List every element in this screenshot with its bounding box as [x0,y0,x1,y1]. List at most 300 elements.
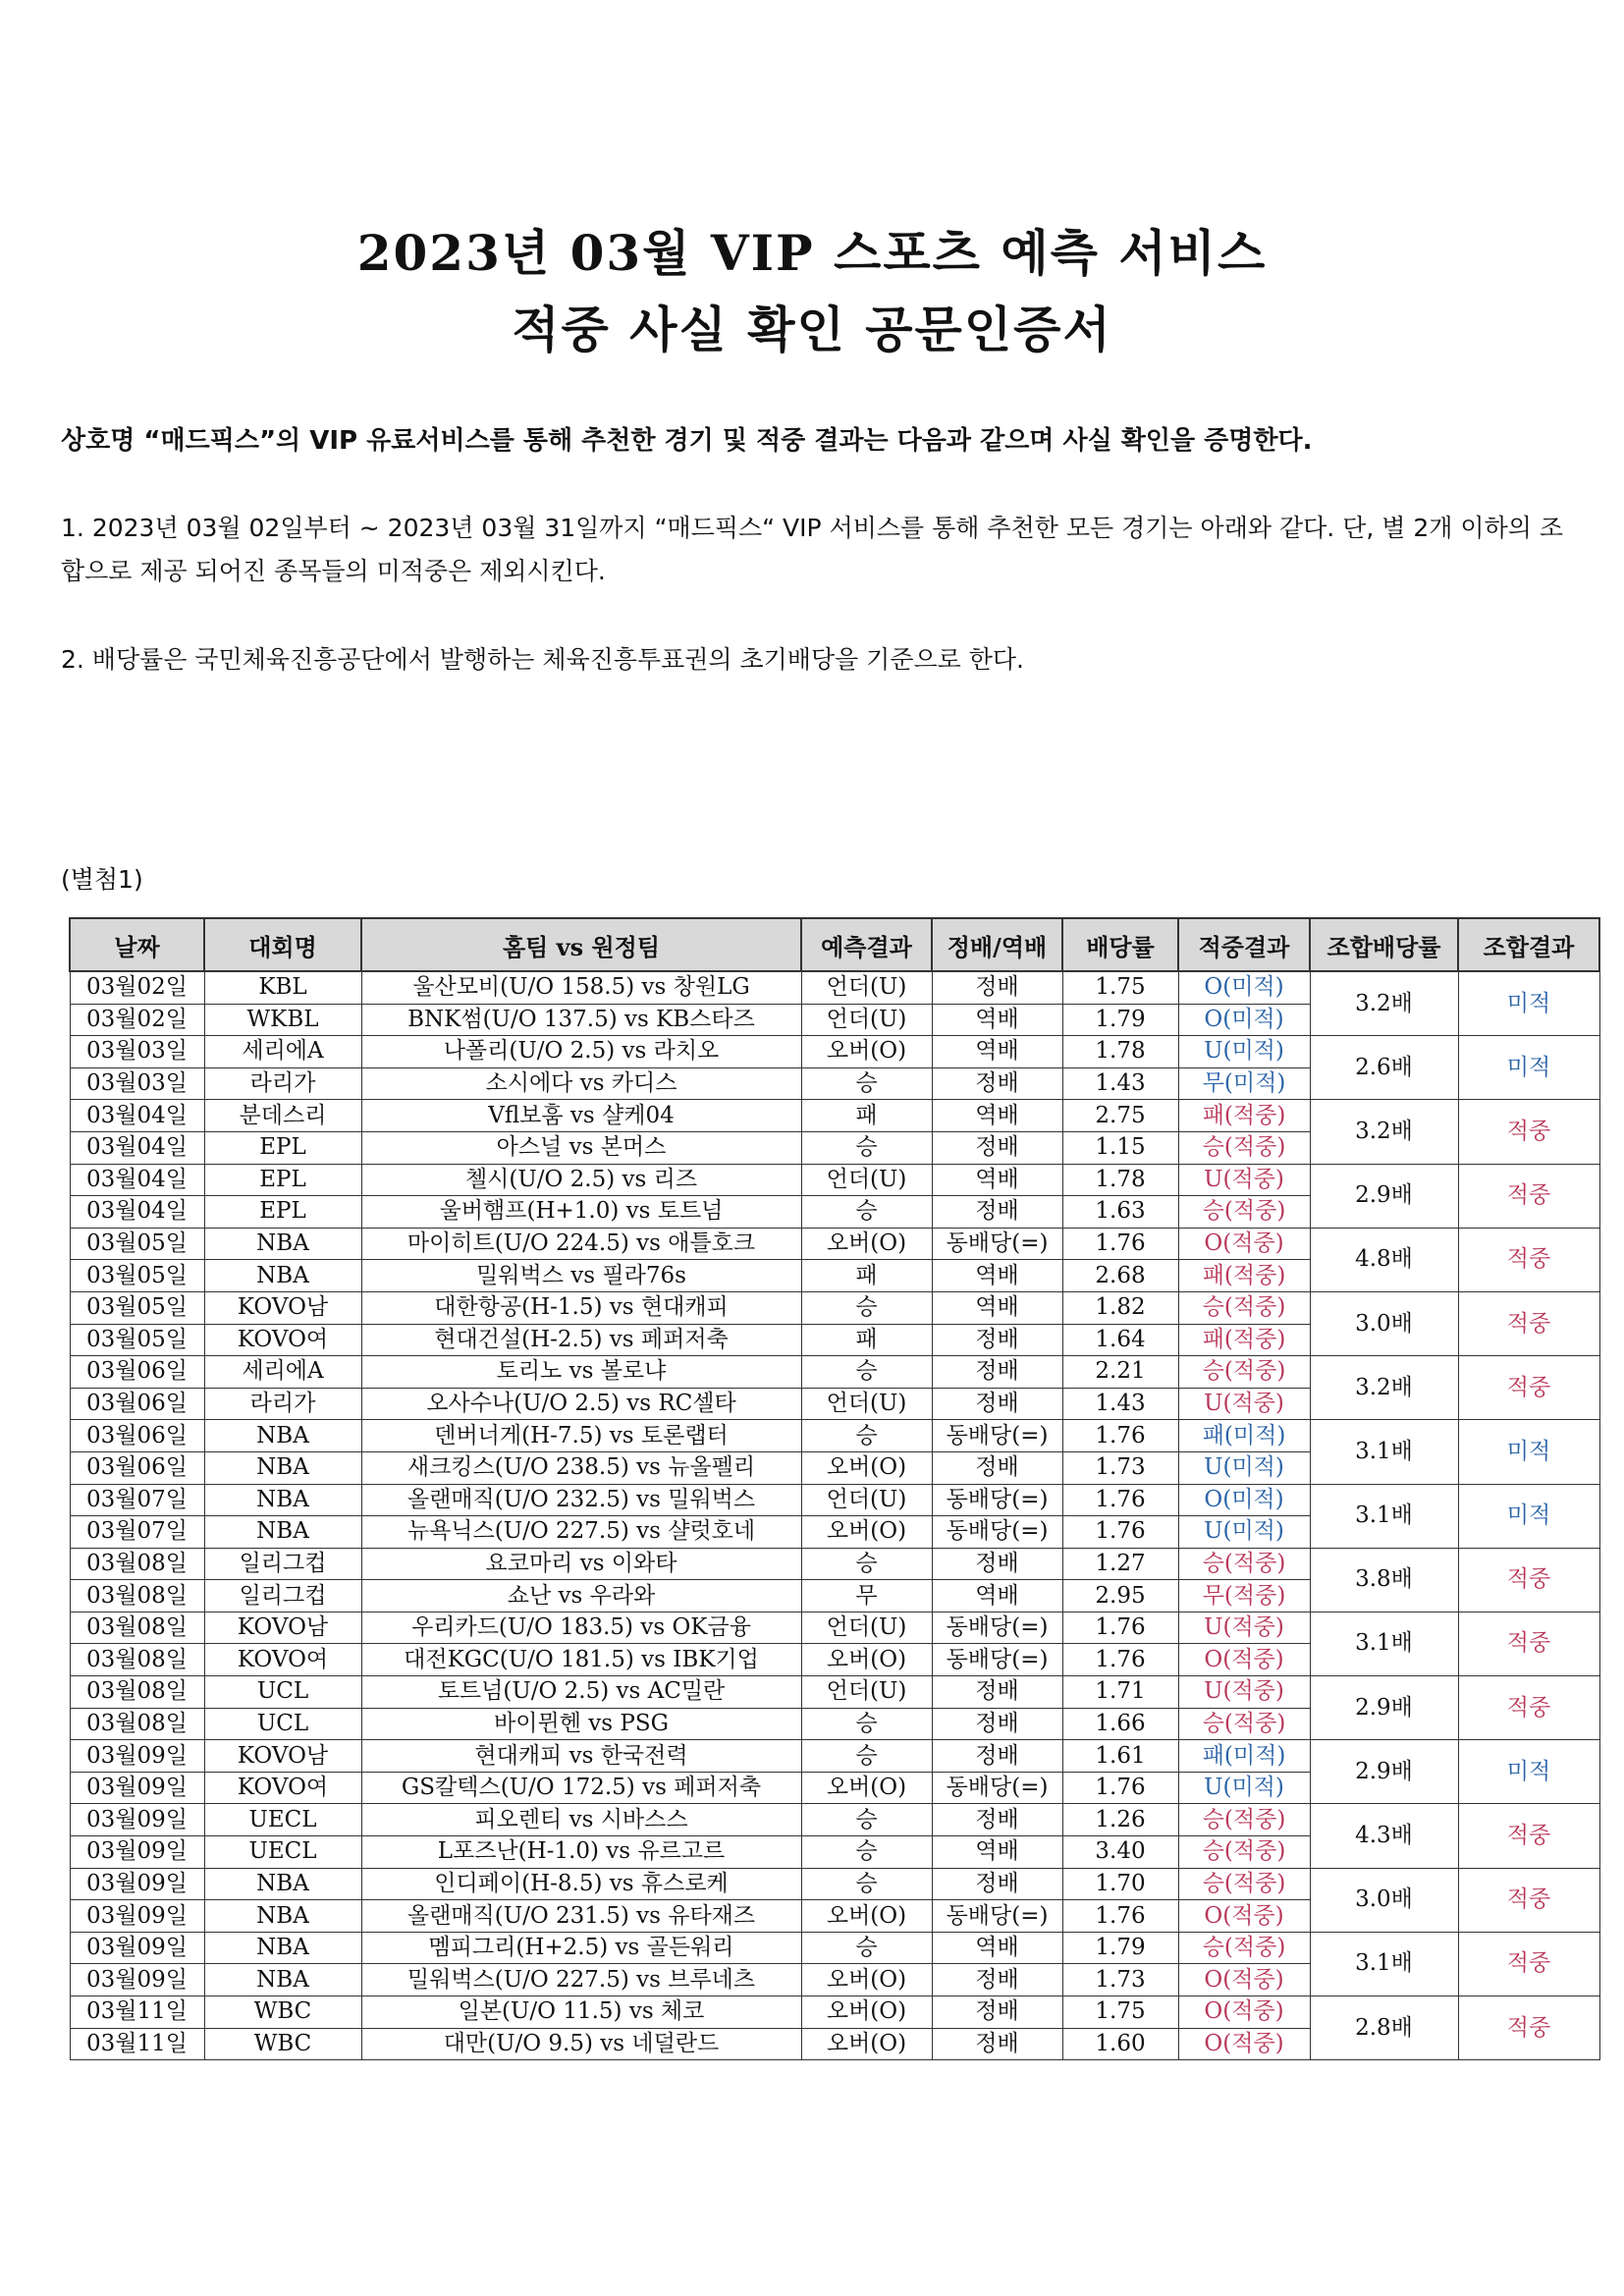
cell-result: U(미적) [1178,1451,1310,1484]
cell-match: 일본(U/O 11.5) vs 체코 [361,1996,801,2029]
cell-match: L포즈난(H-1.0) vs 유르고르 [361,1836,801,1869]
cell-odds: 1.82 [1062,1291,1178,1324]
cell-combo-odds: 3.1배 [1310,1484,1458,1548]
cell-result: U(적중) [1178,1612,1310,1644]
cell-match: 피오렌티 vs 시바스스 [361,1804,801,1836]
cell-result: U(적중) [1178,1388,1310,1420]
cell-combo-result: 미적 [1458,1740,1599,1804]
header-league: 대회명 [204,918,361,971]
cell-combo-odds: 3.0배 [1310,1291,1458,1355]
cell-match: 쇼난 vs 우라와 [361,1580,801,1613]
cell-prediction: 오버(O) [801,1772,932,1804]
cell-league: NBA [204,1451,361,1484]
cell-prediction: 승 [801,1356,932,1389]
cell-prediction: 승 [801,1836,932,1869]
cell-result: 승(적중) [1178,1548,1310,1580]
cell-odds: 1.26 [1062,1804,1178,1836]
cell-favorite: 역배 [932,1291,1062,1324]
cell-date: 03월03일 [70,1036,204,1068]
cell-odds: 1.64 [1062,1324,1178,1356]
cell-odds: 1.75 [1062,1996,1178,2029]
cell-match: 대한항공(H-1.5) vs 현대캐피 [361,1291,801,1324]
cell-combo-result: 적중 [1458,1356,1599,1420]
cell-match: 현대캐피 vs 한국전력 [361,1740,801,1773]
cell-date: 03월11일 [70,1996,204,2029]
cell-odds: 2.21 [1062,1356,1178,1389]
cell-result: U(미적) [1178,1036,1310,1068]
cell-match: 올랜매직(U/O 232.5) vs 밀워벅스 [361,1484,801,1516]
cell-league: 라리가 [204,1067,361,1100]
table-row [70,1676,1599,1709]
cell-result: U(적중) [1178,1676,1310,1709]
cell-match: 요코마리 vs 이와타 [361,1548,801,1580]
cell-favorite: 정배 [932,1131,1062,1164]
cell-favorite: 동배당(=) [932,1900,1062,1933]
cell-combo-odds: 3.2배 [1310,971,1458,1036]
cell-league: NBA [204,1516,361,1549]
cell-prediction: 승 [801,1548,932,1580]
cell-date: 03월08일 [70,1676,204,1709]
cell-combo-odds: 3.2배 [1310,1100,1458,1164]
cell-favorite: 동배당(=) [932,1772,1062,1804]
cell-prediction: 승 [801,1196,932,1229]
cell-favorite: 정배 [932,1067,1062,1100]
cell-prediction: 패 [801,1100,932,1132]
cell-match: 대전KGC(U/O 181.5) vs IBK기업 [361,1644,801,1676]
cell-favorite: 역배 [932,1036,1062,1068]
cell-league: NBA [204,1228,361,1260]
cell-match: 멤피그리(H+2.5) vs 골든워리 [361,1932,801,1964]
cell-prediction: 오버(O) [801,1996,932,2029]
cell-odds: 1.15 [1062,1131,1178,1164]
cell-match: 마이히트(U/O 224.5) vs 애틀호크 [361,1228,801,1260]
cell-date: 03월08일 [70,1612,204,1644]
cell-combo-result: 적중 [1458,1996,1599,2060]
cell-odds: 1.66 [1062,1708,1178,1740]
cell-favorite: 동배당(=) [932,1516,1062,1549]
cell-date: 03월02일 [70,1004,204,1036]
cell-combo-result: 적중 [1458,1548,1599,1612]
cell-favorite: 동배당(=) [932,1612,1062,1644]
cell-match: 나폴리(U/O 2.5) vs 라치오 [361,1036,801,1068]
cell-favorite: 정배 [932,1996,1062,2029]
cell-result: 승(적중) [1178,1804,1310,1836]
cell-prediction: 언더(U) [801,1164,932,1196]
cell-prediction: 패 [801,1324,932,1356]
cell-date: 03월08일 [70,1708,204,1740]
cell-date: 03월07일 [70,1516,204,1549]
cell-date: 03월09일 [70,1868,204,1900]
cell-league: KOVO남 [204,1612,361,1644]
cell-favorite: 정배 [932,1708,1062,1740]
cell-combo-result: 미적 [1458,1484,1599,1548]
cell-league: 분데스리 [204,1100,361,1132]
cell-league: KOVO여 [204,1644,361,1676]
cell-result: O(적중) [1178,1964,1310,1996]
cell-date: 03월05일 [70,1291,204,1324]
cell-prediction: 승 [801,1804,932,1836]
cell-favorite: 정배 [932,2028,1062,2060]
cell-date: 03월08일 [70,1644,204,1676]
cell-league: NBA [204,1964,361,1996]
cell-favorite: 역배 [932,1580,1062,1613]
cell-prediction: 승 [801,1420,932,1452]
cell-result: U(적중) [1178,1164,1310,1196]
cell-match: 대만(U/O 9.5) vs 네덜란드 [361,2028,801,2060]
cell-combo-result: 적중 [1458,1932,1599,1995]
header-result: 적중결과 [1178,918,1310,971]
cell-combo-result: 적중 [1458,1612,1599,1675]
cell-result: 승(적중) [1178,1868,1310,1900]
cell-league: KBL [204,971,361,1004]
cell-combo-result: 적중 [1458,1100,1599,1164]
cell-date: 03월06일 [70,1451,204,1484]
table-row [70,1996,1599,2029]
cell-league: NBA [204,1900,361,1933]
cell-match: Vfl보훔 vs 샬케04 [361,1100,801,1132]
cell-favorite: 정배 [932,1964,1062,1996]
cell-result: O(적중) [1178,1900,1310,1933]
cell-combo-result: 적중 [1458,1228,1599,1291]
cell-prediction: 언더(U) [801,1676,932,1709]
cell-match: 오사수나(U/O 2.5) vs RC셀타 [361,1388,801,1420]
cell-favorite: 정배 [932,1196,1062,1229]
cell-combo-result: 적중 [1458,1868,1599,1932]
cell-combo-odds: 2.9배 [1310,1740,1458,1804]
cell-prediction: 언더(U) [801,1484,932,1516]
cell-favorite: 정배 [932,1324,1062,1356]
cell-combo-odds: 2.8배 [1310,1996,1458,2060]
cell-date: 03월11일 [70,2028,204,2060]
cell-odds: 2.68 [1062,1260,1178,1292]
cell-match: 뉴욕닉스(U/O 227.5) vs 샬럿호네 [361,1516,801,1549]
cell-combo-result: 적중 [1458,1291,1599,1355]
cell-prediction: 언더(U) [801,1388,932,1420]
cell-result: 패(적중) [1178,1260,1310,1292]
cell-combo-odds: 3.1배 [1310,1420,1458,1484]
table-row [70,1548,1599,1580]
cell-odds: 1.76 [1062,1516,1178,1549]
cell-match: GS칼텍스(U/O 172.5) vs 페퍼저축 [361,1772,801,1804]
cell-prediction: 승 [801,1067,932,1100]
cell-prediction: 오버(O) [801,1516,932,1549]
clause-1: 1. 2023년 03월 02일부터 ~ 2023년 03월 31일까지 “매드픽스“ VIP 서비스를 통해 추천한 모든 경기는 아래와 같다. 단, 별 2개 이하의 조합으로 제공 되어진 종목들의 미적중은 제외시킨다. [61,514,1563,585]
cell-league: 일리그컵 [204,1580,361,1613]
cell-favorite: 동배당(=) [932,1484,1062,1516]
cell-favorite: 정배 [932,1804,1062,1836]
table-row [70,1356,1599,1389]
cell-odds: 1.76 [1062,1484,1178,1516]
cell-combo-odds: 2.9배 [1310,1164,1458,1228]
cell-league: 세리에A [204,1036,361,1068]
cell-league: UCL [204,1676,361,1709]
cell-result: 승(적중) [1178,1932,1310,1964]
cell-favorite: 정배 [932,1676,1062,1709]
cell-result: 승(적중) [1178,1291,1310,1324]
cell-date: 03월09일 [70,1900,204,1933]
cell-odds: 1.63 [1062,1196,1178,1229]
table-row [70,1484,1599,1516]
cell-prediction: 오버(O) [801,1900,932,1933]
cell-match: 새크킹스(U/O 238.5) vs 뉴올펠리 [361,1451,801,1484]
cell-combo-result: 미적 [1458,1036,1599,1100]
cell-match: 밀워벅스 vs 필라76s [361,1260,801,1292]
table-row [70,1291,1599,1324]
cell-prediction: 오버(O) [801,1036,932,1068]
cell-league: 세리에A [204,1356,361,1389]
cell-odds: 1.76 [1062,1772,1178,1804]
cell-match: 소시에다 vs 카디스 [361,1067,801,1100]
cell-match: 울산모비(U/O 158.5) vs 창원LG [361,971,801,1004]
cell-date: 03월09일 [70,1964,204,1996]
cell-result: 승(적중) [1178,1836,1310,1869]
cell-odds: 1.78 [1062,1164,1178,1196]
cell-combo-odds: 3.1배 [1310,1932,1458,1995]
cell-odds: 1.73 [1062,1964,1178,1996]
header-date: 날짜 [70,918,204,971]
cell-league: EPL [204,1164,361,1196]
cell-combo-odds: 4.3배 [1310,1804,1458,1868]
cell-match: 덴버너게(H-7.5) vs 토론랩터 [361,1420,801,1452]
cell-result: 무(적중) [1178,1580,1310,1613]
cell-match: 울버햄프(H+1.0) vs 토트넘 [361,1196,801,1229]
table-row [70,1868,1599,1900]
cell-odds: 1.79 [1062,1932,1178,1964]
table-row [70,971,1599,1004]
cell-league: KOVO여 [204,1324,361,1356]
cell-date: 03월09일 [70,1772,204,1804]
cell-odds: 1.43 [1062,1388,1178,1420]
cell-match: 바이뮌헨 vs PSG [361,1708,801,1740]
cell-odds: 1.79 [1062,1004,1178,1036]
cell-prediction: 승 [801,1868,932,1900]
table-row [70,1228,1599,1260]
cell-result: O(미적) [1178,1484,1310,1516]
cell-date: 03월06일 [70,1420,204,1452]
cell-league: NBA [204,1260,361,1292]
cell-prediction: 승 [801,1708,932,1740]
cell-date: 03월09일 [70,1932,204,1964]
cell-league: 일리그컵 [204,1548,361,1580]
cell-date: 03월05일 [70,1324,204,1356]
cell-league: 라리가 [204,1388,361,1420]
cell-date: 03월08일 [70,1580,204,1613]
cell-favorite: 정배 [932,1356,1062,1389]
clause-2: 2. 배당률은 국민체육진흥공단에서 발행하는 체육진흥투표권의 초기배당을 기준으로 한다. [61,645,1024,674]
cell-result: O(적중) [1178,2028,1310,2060]
table-row [70,1804,1599,1836]
cell-league: WKBL [204,1004,361,1036]
cell-favorite: 정배 [932,1388,1062,1420]
cell-combo-odds: 2.6배 [1310,1036,1458,1100]
cell-combo-result: 적중 [1458,1676,1599,1740]
cell-favorite: 동배당(=) [932,1228,1062,1260]
cell-result: 무(미적) [1178,1067,1310,1100]
cell-league: EPL [204,1196,361,1229]
cell-match: BNK썸(U/O 137.5) vs KB스타즈 [361,1004,801,1036]
cell-favorite: 역배 [932,1260,1062,1292]
cell-odds: 2.95 [1062,1580,1178,1613]
header-favorite: 정배/역배 [932,918,1062,971]
cell-odds: 2.75 [1062,1100,1178,1132]
cell-prediction: 승 [801,1291,932,1324]
title-line-1: 2023년 03월 VIP 스포츠 예측 서비스 [356,224,1268,282]
cell-prediction: 오버(O) [801,1644,932,1676]
cell-date: 03월04일 [70,1196,204,1229]
cell-date: 03월04일 [70,1164,204,1196]
table-row [70,1740,1599,1773]
cell-date: 03월09일 [70,1804,204,1836]
cell-league: NBA [204,1484,361,1516]
cell-result: 승(적중) [1178,1131,1310,1164]
cell-prediction: 무 [801,1580,932,1613]
cell-odds: 1.60 [1062,2028,1178,2060]
cell-combo-odds: 3.0배 [1310,1868,1458,1932]
cell-favorite: 정배 [932,1548,1062,1580]
cell-league: KOVO여 [204,1772,361,1804]
table-row [70,1420,1599,1452]
table-row [70,1100,1599,1132]
cell-date: 03월05일 [70,1260,204,1292]
cell-favorite: 역배 [932,1004,1062,1036]
annex-label: (별첨1) [61,865,143,894]
cell-result: 패(적중) [1178,1324,1310,1356]
cell-favorite: 역배 [932,1836,1062,1869]
header-combo-odds: 조합배당률 [1310,918,1458,971]
cell-combo-odds: 2.9배 [1310,1676,1458,1740]
header-prediction: 예측결과 [801,918,932,971]
cell-prediction: 승 [801,1131,932,1164]
cell-favorite: 정배 [932,1451,1062,1484]
cell-odds: 1.76 [1062,1612,1178,1644]
cell-odds: 1.75 [1062,971,1178,1004]
cell-combo-odds: 3.8배 [1310,1548,1458,1612]
cell-favorite: 역배 [932,1932,1062,1964]
cell-result: 승(적중) [1178,1196,1310,1229]
cell-odds: 3.40 [1062,1836,1178,1869]
cell-odds: 1.76 [1062,1228,1178,1260]
cell-result: O(적중) [1178,1644,1310,1676]
cell-result: 패(적중) [1178,1100,1310,1132]
cell-match: 현대건설(H-2.5) vs 페퍼저축 [361,1324,801,1356]
cell-match: 첼시(U/O 2.5) vs 리즈 [361,1164,801,1196]
cell-league: KOVO남 [204,1291,361,1324]
cell-date: 03월06일 [70,1388,204,1420]
cell-odds: 1.71 [1062,1676,1178,1709]
cell-league: UCL [204,1708,361,1740]
cell-result: 승(적중) [1178,1356,1310,1389]
cell-match: 우리카드(U/O 183.5) vs OK금융 [361,1612,801,1644]
cell-prediction: 언더(U) [801,971,932,1004]
cell-combo-result: 적중 [1458,1164,1599,1228]
cell-prediction: 오버(O) [801,1451,932,1484]
cell-favorite: 역배 [932,1164,1062,1196]
cell-favorite: 동배당(=) [932,1644,1062,1676]
cell-date: 03월02일 [70,971,204,1004]
cell-combo-odds: 4.8배 [1310,1228,1458,1291]
cell-match: 토리노 vs 볼로냐 [361,1356,801,1389]
cell-combo-odds: 3.2배 [1310,1356,1458,1420]
cell-league: NBA [204,1932,361,1964]
cell-result: O(미적) [1178,971,1310,1004]
cell-date: 03월09일 [70,1836,204,1869]
cell-result: O(미적) [1178,1004,1310,1036]
cell-league: NBA [204,1868,361,1900]
table-body [70,971,1599,2060]
cell-prediction: 오버(O) [801,2028,932,2060]
cell-date: 03월06일 [70,1356,204,1389]
cell-odds: 1.76 [1062,1644,1178,1676]
cell-odds: 1.76 [1062,1900,1178,1933]
cell-odds: 1.73 [1062,1451,1178,1484]
cell-odds: 1.43 [1062,1067,1178,1100]
table-row [70,1612,1599,1644]
cell-favorite: 동배당(=) [932,1420,1062,1452]
cell-result: 패(미적) [1178,1420,1310,1452]
cell-date: 03월07일 [70,1484,204,1516]
cell-prediction: 언더(U) [801,1612,932,1644]
cell-date: 03월04일 [70,1100,204,1132]
cell-match: 올랜매직(U/O 231.5) vs 유타재즈 [361,1900,801,1933]
table-row [70,1164,1599,1196]
cell-league: WBC [204,2028,361,2060]
cell-prediction: 오버(O) [801,1228,932,1260]
cell-result: U(미적) [1178,1516,1310,1549]
cell-odds: 1.78 [1062,1036,1178,1068]
cell-prediction: 승 [801,1932,932,1964]
cell-league: UECL [204,1804,361,1836]
header-combo-result: 조합결과 [1458,918,1599,971]
cell-result: O(적중) [1178,1228,1310,1260]
cell-league: NBA [204,1420,361,1452]
cell-result: O(적중) [1178,1996,1310,2029]
intro-statement: 상호명 “매드픽스”의 VIP 유료서비스를 통해 추천한 경기 및 적중 결과는 다음과 같으며 사실 확인을 증명한다. [61,426,1313,456]
cell-combo-result: 적중 [1458,1804,1599,1868]
cell-result: 승(적중) [1178,1708,1310,1740]
cell-favorite: 정배 [932,971,1062,1004]
cell-odds: 1.70 [1062,1868,1178,1900]
cell-favorite: 역배 [932,1100,1062,1132]
cell-prediction: 승 [801,1740,932,1773]
cell-match: 토트넘(U/O 2.5) vs AC밀란 [361,1676,801,1709]
table-header-row [70,918,1599,971]
cell-league: KOVO남 [204,1740,361,1773]
cell-date: 03월03일 [70,1067,204,1100]
cell-match: 아스널 vs 본머스 [361,1131,801,1164]
cell-result: U(미적) [1178,1772,1310,1804]
title-line-2: 적중 사실 확인 공문인증서 [512,301,1112,358]
cell-prediction: 언더(U) [801,1004,932,1036]
cell-favorite: 정배 [932,1740,1062,1773]
cell-date: 03월05일 [70,1228,204,1260]
cell-odds: 1.27 [1062,1548,1178,1580]
cell-odds: 1.61 [1062,1740,1178,1773]
table-row [70,1932,1599,1964]
cell-date: 03월08일 [70,1548,204,1580]
cell-favorite: 정배 [932,1868,1062,1900]
cell-date: 03월09일 [70,1740,204,1773]
cell-prediction: 오버(O) [801,1964,932,1996]
header-match: 홈팀 vs 원정팀 [361,918,801,971]
results-table [69,917,1600,2060]
cell-league: EPL [204,1131,361,1164]
cell-prediction: 패 [801,1260,932,1292]
cell-combo-odds: 3.1배 [1310,1612,1458,1675]
table-row [70,1036,1599,1068]
cell-league: UECL [204,1836,361,1869]
cell-combo-result: 미적 [1458,971,1599,1036]
cell-match: 밀워벅스(U/O 227.5) vs 브루네츠 [361,1964,801,1996]
